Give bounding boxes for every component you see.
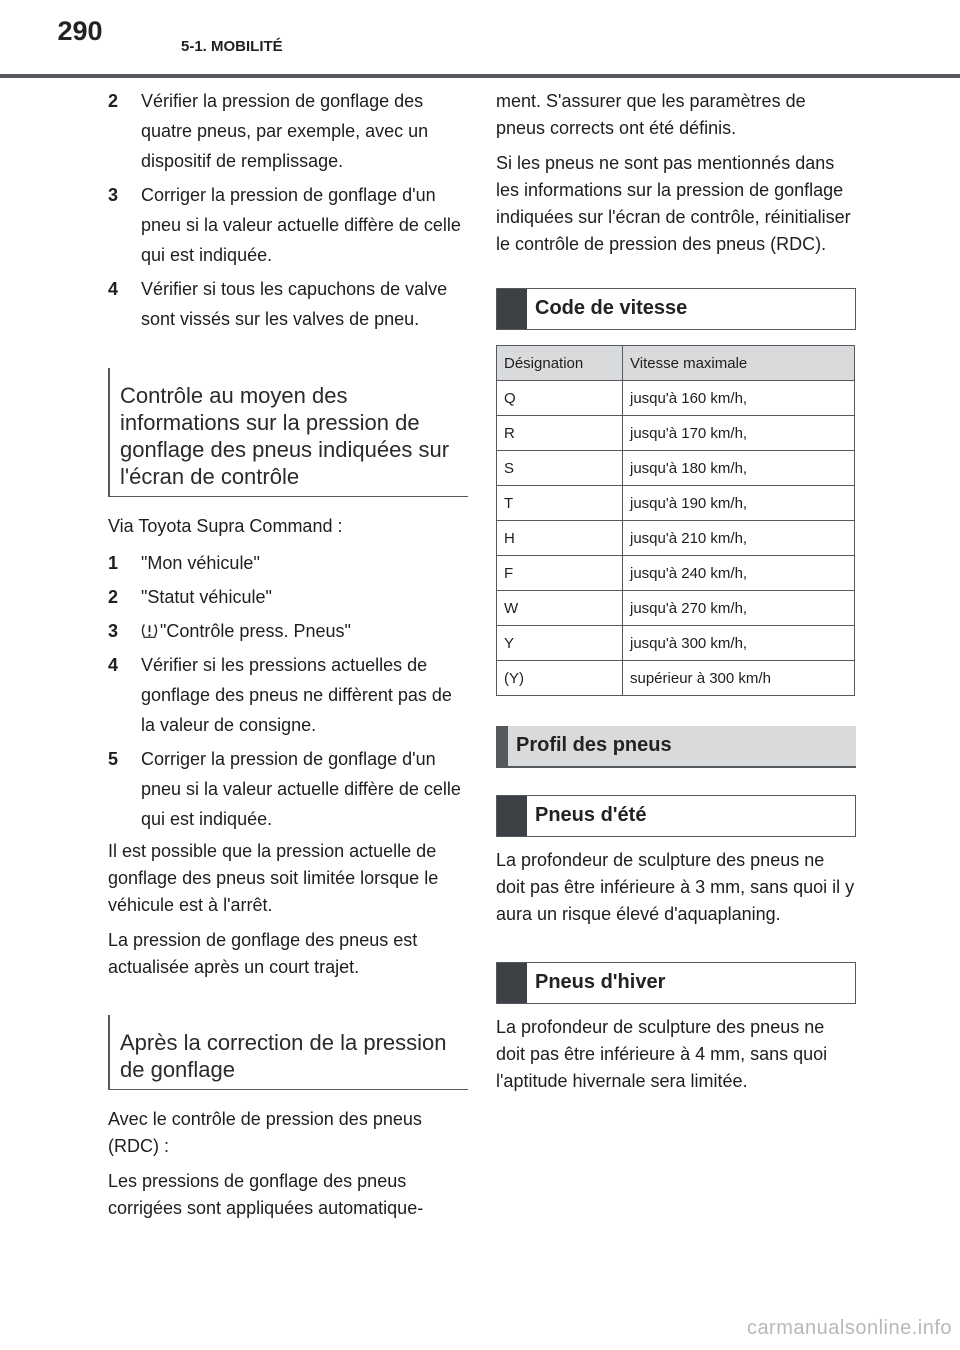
column-header: Désignation <box>497 346 623 381</box>
step-text: "Mon véhicule" <box>141 553 260 573</box>
heading-label: Pneus d'été <box>535 804 647 826</box>
step-item <box>108 582 468 612</box>
left-column <box>108 86 468 1230</box>
step-number: 4 <box>108 279 119 299</box>
table-cell: jusqu'à 240 km/h, <box>623 556 855 591</box>
paragraph: Avec le contrôle de pression des pneus (RDC) : <box>108 1109 422 1156</box>
step-text: Corriger la pression de gonflage d'un pneu si la valeur actuelle diffère de celle qui est indiquée. <box>141 749 461 829</box>
paragraph: Les pressions de gonflage des pneus corrigées sont appliquées automatique- <box>108 1171 424 1218</box>
table-header-row <box>497 346 855 381</box>
box-heading-winter-tires <box>496 962 856 1004</box>
table-row <box>497 451 855 486</box>
step-item <box>108 616 468 646</box>
step-item <box>108 274 468 334</box>
step-number: 3 <box>108 621 119 641</box>
table-cell: jusqu'à 160 km/h, <box>623 381 855 416</box>
table-cell: S <box>497 451 623 486</box>
right-column <box>496 88 856 1103</box>
chapter-title: 5-1. MOBILITÉ <box>181 38 283 55</box>
step-text: Corriger la pression de gonflage d'un pneu si la valeur actuelle diffère de celle qui est indiquée. <box>141 185 461 265</box>
step-item <box>108 744 468 834</box>
heading-label: Profil des pneus <box>516 734 672 756</box>
speed-code-table <box>496 345 855 696</box>
paragraph: La profondeur de sculpture des pneus ne doit pas être inférieure à 3 mm, sans quoi il y aura un risque élevé d'aquaplaning. <box>496 850 855 924</box>
step-item <box>108 180 468 270</box>
section-heading-display-check: Contrôle au moyen des informations sur la pression de gonflage des pneus indiquées sur l'écran de contrôle <box>108 368 468 497</box>
table-cell: (Y) <box>497 661 623 696</box>
steps-list-a <box>108 86 468 334</box>
page-header <box>0 0 960 80</box>
table-cell: jusqu'à 180 km/h, <box>623 451 855 486</box>
step-number: 4 <box>108 655 119 675</box>
column-header: Vitesse maximale <box>623 346 855 381</box>
table-row <box>497 416 855 451</box>
table-cell: jusqu'à 170 km/h, <box>623 416 855 451</box>
table-cell: Y <box>497 626 623 661</box>
table-cell: jusqu'à 270 km/h, <box>623 591 855 626</box>
heading-label: Pneus d'hiver <box>535 971 666 993</box>
step-text-with-icon <box>141 616 468 646</box>
box-heading-summer-tires <box>496 795 856 837</box>
step-text: Vérifier si tous les capuchons de valve sont vissés sur les valves de pneu. <box>141 279 448 329</box>
via-command-text: Via Toyota Supra Command : <box>108 516 343 536</box>
heading-bar <box>497 796 527 836</box>
paragraph: Il est possible que la pression actuelle de gonflage des pneus soit limitée lorsque le véhicule est à l'arrêt. <box>108 841 439 915</box>
steps-list-b <box>108 548 468 834</box>
step-item <box>108 650 468 740</box>
heading-label: Code de vitesse <box>535 297 688 319</box>
table-cell: T <box>497 486 623 521</box>
step-number: 3 <box>108 185 119 205</box>
page-number: 290 <box>57 16 103 46</box>
paragraph: ment. S'assurer que les paramètres de pneus corrects ont été définis. <box>496 91 806 138</box>
heading-bar <box>497 289 527 329</box>
table-cell: F <box>497 556 623 591</box>
step-number: 2 <box>108 91 119 111</box>
paragraph: La profondeur de sculpture des pneus ne doit pas être inférieure à 4 mm, sans quoi l'aptitude hivernale sera limitée. <box>496 1017 828 1091</box>
step-item <box>108 548 468 578</box>
heading-bar <box>497 963 527 1003</box>
paragraph: Si les pneus ne sont pas mentionnés dans les informations sur la pression de gonflage indiquées sur l'écran de contrôle, réinitialiser le contrôle de pression des pneus (RDC). <box>496 153 851 254</box>
table-row <box>497 591 855 626</box>
table-row <box>497 381 855 416</box>
step-item <box>108 86 468 176</box>
table-cell: jusqu'à 300 km/h, <box>623 626 855 661</box>
table-cell: jusqu'à 190 km/h, <box>623 486 855 521</box>
step-number: 2 <box>108 587 119 607</box>
box-heading-speed-code <box>496 288 856 330</box>
table-cell: H <box>497 521 623 556</box>
watermark: carmanualsonline.info <box>746 1317 952 1339</box>
table-cell: W <box>497 591 623 626</box>
paragraph: La pression de gonflage des pneus est actualisée après un court trajet. <box>108 930 418 977</box>
table-cell: supérieur à 300 km/h <box>623 661 855 696</box>
table-row <box>497 556 855 591</box>
step-number: 1 <box>108 553 119 573</box>
heading-bar <box>496 726 508 766</box>
table-row <box>497 661 855 696</box>
table-cell: Q <box>497 381 623 416</box>
table-row <box>497 486 855 521</box>
section-heading-after-correction: Après la correction de la pression de gonflage <box>108 1015 468 1090</box>
table-row <box>497 626 855 661</box>
step-text: Vérifier la pression de gonflage des quatre pneus, par exemple, avec un dispositif de remplissage. <box>141 91 429 171</box>
table-cell: jusqu'à 210 km/h, <box>623 521 855 556</box>
table-row <box>497 521 855 556</box>
step-text: "Contrôle press. Pneus" <box>160 621 351 641</box>
step-text: Vérifier si les pressions actuelles de gonflage des pneus ne diffèrent pas de la valeur de consigne. <box>141 655 452 735</box>
header-rule <box>0 74 960 78</box>
band-heading-tire-profile <box>496 726 856 768</box>
step-text: "Statut véhicule" <box>141 587 272 607</box>
step-number: 5 <box>108 749 119 769</box>
tire-pressure-warning-icon <box>141 622 158 639</box>
table-cell: R <box>497 416 623 451</box>
